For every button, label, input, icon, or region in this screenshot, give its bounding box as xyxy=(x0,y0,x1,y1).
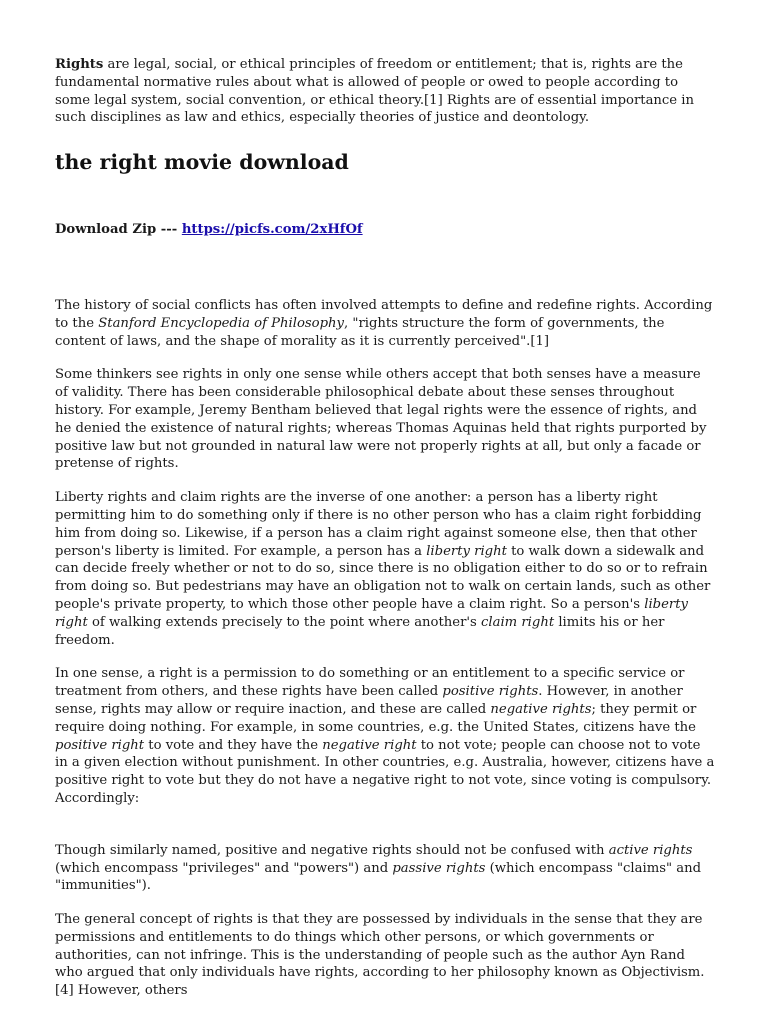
text-span: ; they permit or require doing nothing. For example, in some countries, e.g. the United States, citizens have the xyxy=(55,701,697,735)
paragraph-senses: Some thinkers see rights in only one sense while others accept that both senses have a measure of validity. There has been considerable philosophical debate about these senses throughout history. For example, Jeremy Bentham believed that legal rights were the essence of rights, and he denied the existence of natural rights; whereas Thomas Aquinas held that rights purported by positive law but not grounded in natural law were not properly rights at all, but only a facade or pretense of rights. xyxy=(55,367,707,472)
italic-span: passive rights xyxy=(392,860,486,876)
text-span: , "rights structure the form of governments, the content of laws, and the shape of morality as it is currently perceived".[1] xyxy=(55,315,665,349)
page-title: the right movie download xyxy=(55,150,349,175)
text-span: to not vote; people can choose not to vote in a given election without punishment. In other countries, e.g. Australia, however, citizens have a positive right to vote but they do not have a negative right to not vote, since voting is compulsory. Accordingly: xyxy=(55,737,715,806)
italic-span: positive rights xyxy=(442,684,539,700)
text-span: Though similarly named, positive and negative rights should not be confused with xyxy=(55,842,609,858)
intro-paragraph xyxy=(55,56,715,127)
italic-span: liberty right xyxy=(55,596,688,630)
paragraph-active-passive xyxy=(55,842,715,895)
paragraph-liberty-claim xyxy=(55,489,715,649)
text-span: limits his or her freedom. xyxy=(55,614,665,648)
italic-span: negative right xyxy=(322,737,417,753)
intro-text: are legal, social, or ethical principles of freedom or entitlement; that is, rights are the fundamental normative rules about what is allowed of people or owed to people according to some legal system, social convention, or ethical theory.[1] Rights are of essential importance in such disciplines as law and ethics, especially theories of justice and deontology. xyxy=(55,57,695,126)
text-span: to vote and they have the xyxy=(144,737,323,753)
italic-span: Stanford Encyclopedia of Philosophy xyxy=(98,315,344,331)
text-span: (which encompass "claims" and "immunities"). xyxy=(55,860,702,894)
text-span: to walk down a sidewalk and can decide freely whether or not to do so, since there is no obligation either to do so or to refrain from doing so. But pedestrians may have an obligation not to walk on certain lands, such as other people's private property, to which those other people have a claim right. So a person's xyxy=(55,543,711,612)
italic-span: negative rights xyxy=(490,701,592,717)
text-span: Liberty rights and claim rights are the inverse of one another: a person has a liberty right permitting him to do something only if there is no other person who has a claim right forbidding him from doing so. Likewise, if a person has a claim right against someone else, then that other person's liberty is limited. For example, a person has a xyxy=(55,490,702,559)
download-line xyxy=(55,221,715,239)
paragraph-history xyxy=(55,297,715,350)
italic-span: liberty right xyxy=(426,543,507,559)
text-span: In one sense, a right is a permission to do something or an entitlement to a specific service or treatment from others, and these rights have been called xyxy=(55,666,685,700)
italic-span: positive right xyxy=(55,737,145,753)
italic-span: active rights xyxy=(608,842,693,858)
download-link[interactable]: https://picfs.com/2xHfOf xyxy=(181,222,363,238)
text-span: (which encompass "privileges" and "powers") and xyxy=(55,860,393,876)
intro-bold-term: Rights xyxy=(55,57,104,72)
italic-span: claim right xyxy=(480,614,555,630)
text-span: of walking extends precisely to the point where another's xyxy=(87,614,481,630)
paragraph-positive-negative xyxy=(55,665,715,807)
paragraph-general-concept: The general concept of rights is that they are possessed by individuals in the sense that they are permissions and entitlements to do things which other persons, or which governments or authorities, can not infringe. This is the understanding of people such as the author Ayn Rand who argued that only individuals have rights, according to her philosophy known as Objectivism.[4] However, others xyxy=(55,912,705,999)
download-label: Download Zip --- xyxy=(55,222,178,238)
text-span: The history of social conflicts has often involved attempts to define and redefine rights. According to the xyxy=(55,297,713,331)
text-span: . However, in another sense, rights may allow or require inaction, and these are called xyxy=(55,684,683,717)
